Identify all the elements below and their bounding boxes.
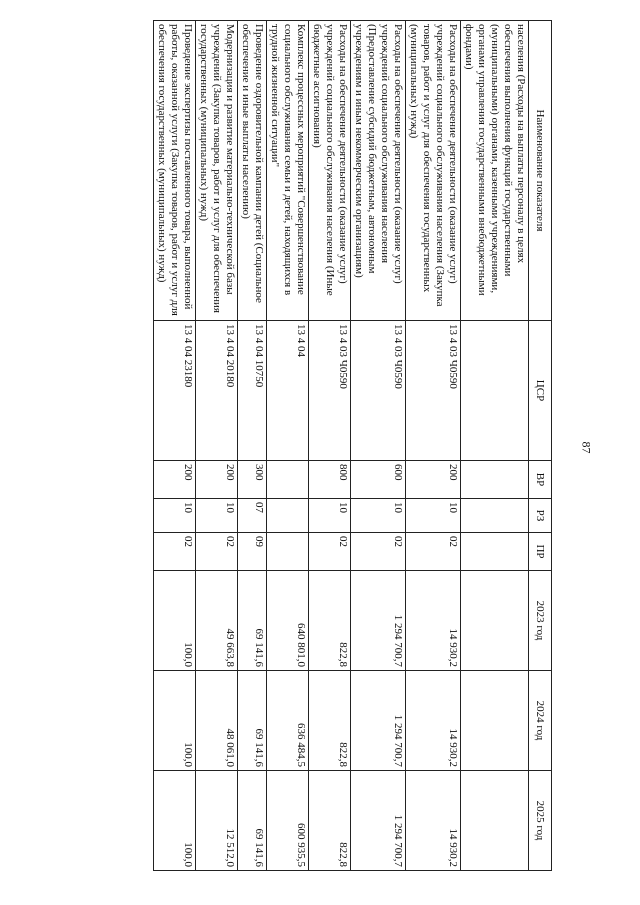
col-2024-header: 2024 год <box>529 671 552 771</box>
row-name: населения (Расходы на выплаты персоналу в целях обеспечения выполнения функций государственными (муниципальными) органами, казенными учреждениями, органами управления государственными внебюджетными фондами) <box>461 21 529 321</box>
row-vr: 600 <box>351 461 406 499</box>
row-2024 <box>461 671 529 771</box>
row-2023: 49 663,8 <box>196 571 238 671</box>
row-2023: 69 141,6 <box>238 571 267 671</box>
col-vr-header: ВР <box>529 461 552 499</box>
row-vr: 800 <box>309 461 351 499</box>
row-pr <box>461 533 529 571</box>
row-2025: 12 512,0 <box>196 771 238 871</box>
budget-table <box>153 20 552 871</box>
row-2023: 822,8 <box>309 571 351 671</box>
row-2024: 69 141,6 <box>238 671 267 771</box>
row-2024: 1 294 700,7 <box>351 671 406 771</box>
row-2024: 48 061,0 <box>196 671 238 771</box>
row-2025: 69 141,6 <box>238 771 267 871</box>
row-csr: 13 4 04 <box>267 321 309 461</box>
row-name: Модернизация и развитие материально-технической базы учреждений (Закупка товаров, работ и услуг для обеспечения государственных (муниципальных) нужд) <box>196 21 238 321</box>
row-pr: 02 <box>196 533 238 571</box>
table-row <box>267 21 309 871</box>
row-2023: 1 294 700,7 <box>351 571 406 671</box>
row-csr: 13 4 04 10750 <box>238 321 267 461</box>
row-rz <box>461 499 529 533</box>
row-rz: 07 <box>238 499 267 533</box>
col-pr-header: ПР <box>529 533 552 571</box>
page-number: 87 <box>579 441 594 454</box>
row-rz: 10 <box>351 499 406 533</box>
row-vr <box>267 461 309 499</box>
row-pr: 02 <box>406 533 461 571</box>
col-csr-header: ЦСР <box>529 321 552 461</box>
row-2023: 14 930,2 <box>406 571 461 671</box>
col-2025-header: 2025 год <box>529 771 552 871</box>
row-2025: 14 930,2 <box>406 771 461 871</box>
row-vr <box>461 461 529 499</box>
row-vr: 200 <box>154 461 196 499</box>
row-vr: 200 <box>406 461 461 499</box>
row-csr: 13 4 04 23180 <box>154 321 196 461</box>
row-2023 <box>461 571 529 671</box>
table-row <box>309 21 351 871</box>
row-name: Расходы на обеспечение деятельности (оказание услуг) учреждений социального обслуживания населения (Предоставление субсидий бюджетным, автономным учреждениям и иным некоммерческим организациям) <box>351 21 406 321</box>
row-2023: 640 801,0 <box>267 571 309 671</box>
row-2024: 636 484,5 <box>267 671 309 771</box>
row-name: Проведение экспертизы поставленного товара, выполненной работы, оказанной услуги (Закупка товаров, работ и услуг для обеспечения государственных (муниципальных) нужд) <box>154 21 196 321</box>
row-2024: 14 930,2 <box>406 671 461 771</box>
table-row <box>196 21 238 871</box>
row-rz: 10 <box>309 499 351 533</box>
row-pr: 09 <box>238 533 267 571</box>
row-rz <box>267 499 309 533</box>
row-vr: 300 <box>238 461 267 499</box>
row-name: Комплекс процессных мероприятий "Совершенствование социального обслуживания семьи и детей, находящихся в трудной жизненной ситуации" <box>267 21 309 321</box>
header-row <box>529 21 552 871</box>
row-pr <box>267 533 309 571</box>
col-2023-header: 2023 год <box>529 571 552 671</box>
table-row <box>154 21 196 871</box>
row-csr: 13 4 04 20180 <box>196 321 238 461</box>
row-name: Расходы на обеспечение деятельности (оказание услуг) учреждений социального обслуживания населения (Иные бюджетные ассигнования) <box>309 21 351 321</box>
row-csr: 13 4 03 Ч0590 <box>406 321 461 461</box>
row-rz: 10 <box>196 499 238 533</box>
row-2024: 100,0 <box>154 671 196 771</box>
row-2025 <box>461 771 529 871</box>
row-pr: 02 <box>154 533 196 571</box>
row-pr: 02 <box>351 533 406 571</box>
row-csr <box>461 321 529 461</box>
col-name-header: Наименование показателя <box>529 21 552 321</box>
row-name: Проведение оздоровительной кампании детей (Социальное обеспечение и иные выплаты населению) <box>238 21 267 321</box>
row-2025: 1 294 700,7 <box>351 771 406 871</box>
row-2025: 822,8 <box>309 771 351 871</box>
row-pr: 02 <box>309 533 351 571</box>
row-name: Расходы на обеспечение деятельности (оказание услуг) учреждений социального обслуживания населения (Закупка товаров, работ и услуг для обеспечения государственных (муниципальных) нужд) <box>406 21 461 321</box>
row-csr: 13 4 03 Ч0590 <box>309 321 351 461</box>
row-vr: 200 <box>196 461 238 499</box>
row-2025: 600 935,5 <box>267 771 309 871</box>
row-2024: 822,8 <box>309 671 351 771</box>
row-2025: 100,0 <box>154 771 196 871</box>
table-row <box>351 21 406 871</box>
table-row <box>406 21 461 871</box>
col-rz-header: РЗ <box>529 499 552 533</box>
row-rz: 10 <box>154 499 196 533</box>
row-rz: 10 <box>406 499 461 533</box>
table-row <box>238 21 267 871</box>
row-2023: 100,0 <box>154 571 196 671</box>
row-csr: 13 4 03 Ч0590 <box>351 321 406 461</box>
table-row <box>461 21 529 871</box>
